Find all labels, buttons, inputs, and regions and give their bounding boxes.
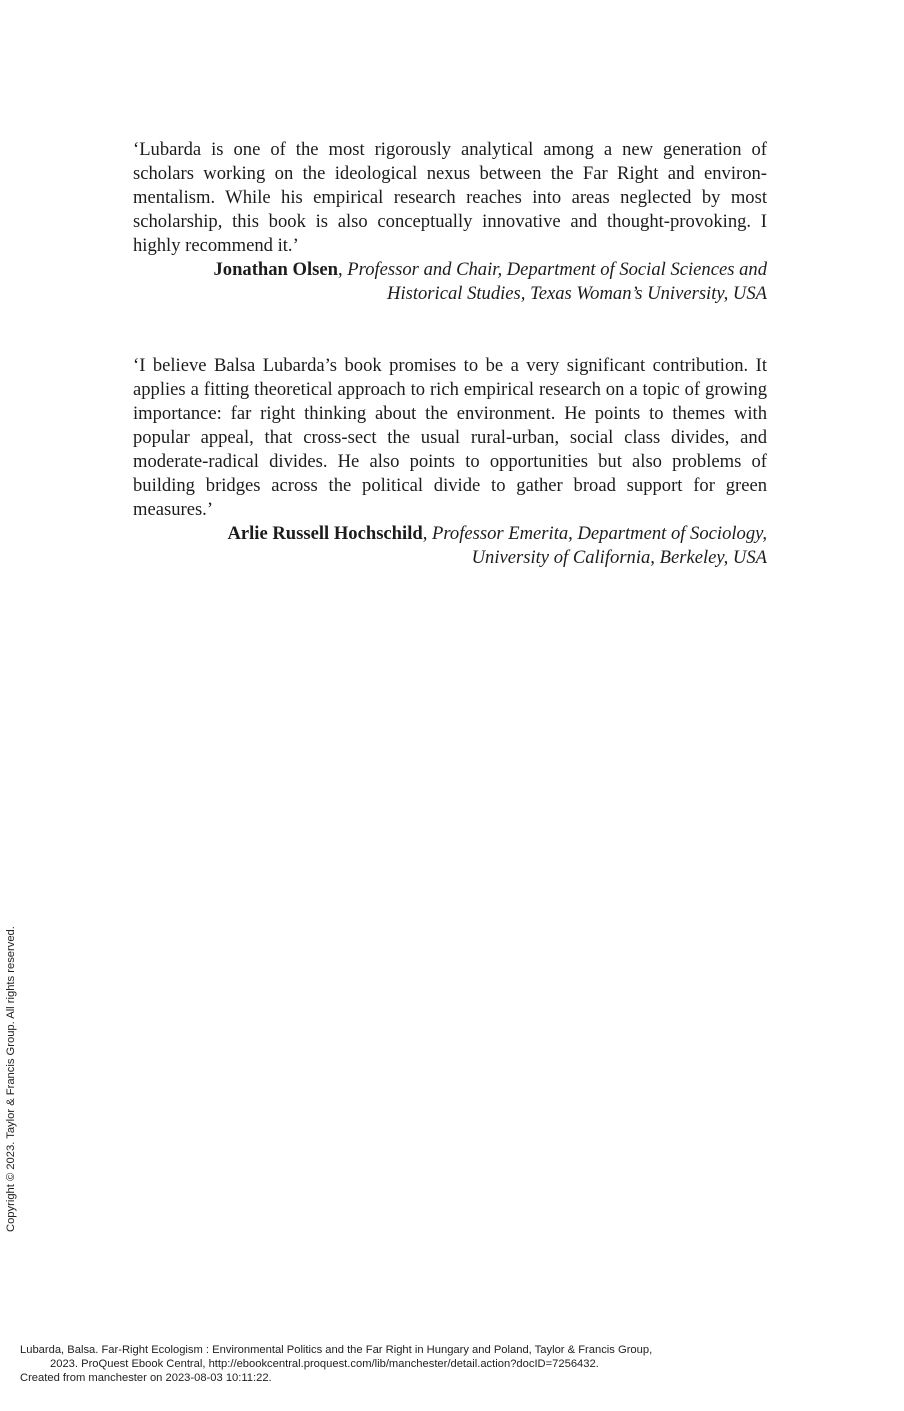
endorser-role-line-2: Historical Studies, Texas Woman’s University, USA bbox=[387, 283, 767, 304]
endorser-role-line-1: Professor Emerita, Department of Sociology, bbox=[432, 523, 767, 544]
citation-footer bbox=[20, 1343, 652, 1385]
endorsement-attribution bbox=[133, 258, 767, 306]
citation-line-2: 2023. ProQuest Ebook Central, http://ebookcentral.proquest.com/lib/manchester/detail.action?docID=7256432. bbox=[50, 1358, 599, 1370]
endorsement-olsen bbox=[133, 138, 767, 306]
citation-line-3: Created from manchester on 2023-08-03 10:11:22. bbox=[20, 1372, 272, 1384]
endorsement-hochschild bbox=[133, 354, 767, 570]
attribution-separator: , bbox=[422, 523, 432, 544]
endorser-role-line-1: Professor and Chair, Department of Social Sciences and bbox=[347, 259, 767, 280]
attribution-separator: , bbox=[338, 259, 348, 280]
endorser-name: Arlie Russell Hochschild bbox=[227, 523, 423, 544]
side-copyright-notice: Copyright © 2023. Taylor & Francis Group. All rights reserved. bbox=[5, 926, 17, 1232]
endorsement-quote-text: ‘Lubarda is one of the most rigorously analytical among a new generation of scholars working on the ideological nexus between the Far Right and environmentalism. While his empirical research reaches into areas neglected by most scholarship, this book is also conceptually innovative and thought-provoking. I highly recommend it.’ bbox=[133, 139, 767, 256]
endorser-role-line-2: University of California, Berkeley, USA bbox=[471, 547, 767, 568]
endorsement-attribution bbox=[133, 522, 767, 570]
citation-line-1: Lubarda, Balsa. Far-Right Ecologism : Environmental Politics and the Far Right in Hungary and Poland, Taylor & Francis Group, bbox=[20, 1344, 653, 1356]
endorsement-quote-text: ‘I believe Balsa Lubarda’s book promises to be a very significant contribution. It applies a fitting theoretical approach to rich empirical research on a topic of growing importance: far right thinking about the environment. He points to themes with popular appeal, that cross-sect the usual rural-urban, social class divides, and moderate-radical divides. He also points to opportunities but also problems of building bridges across the political divide to gather broad support for green measures.’ bbox=[133, 355, 767, 520]
endorser-name: Jonathan Olsen bbox=[213, 259, 338, 280]
